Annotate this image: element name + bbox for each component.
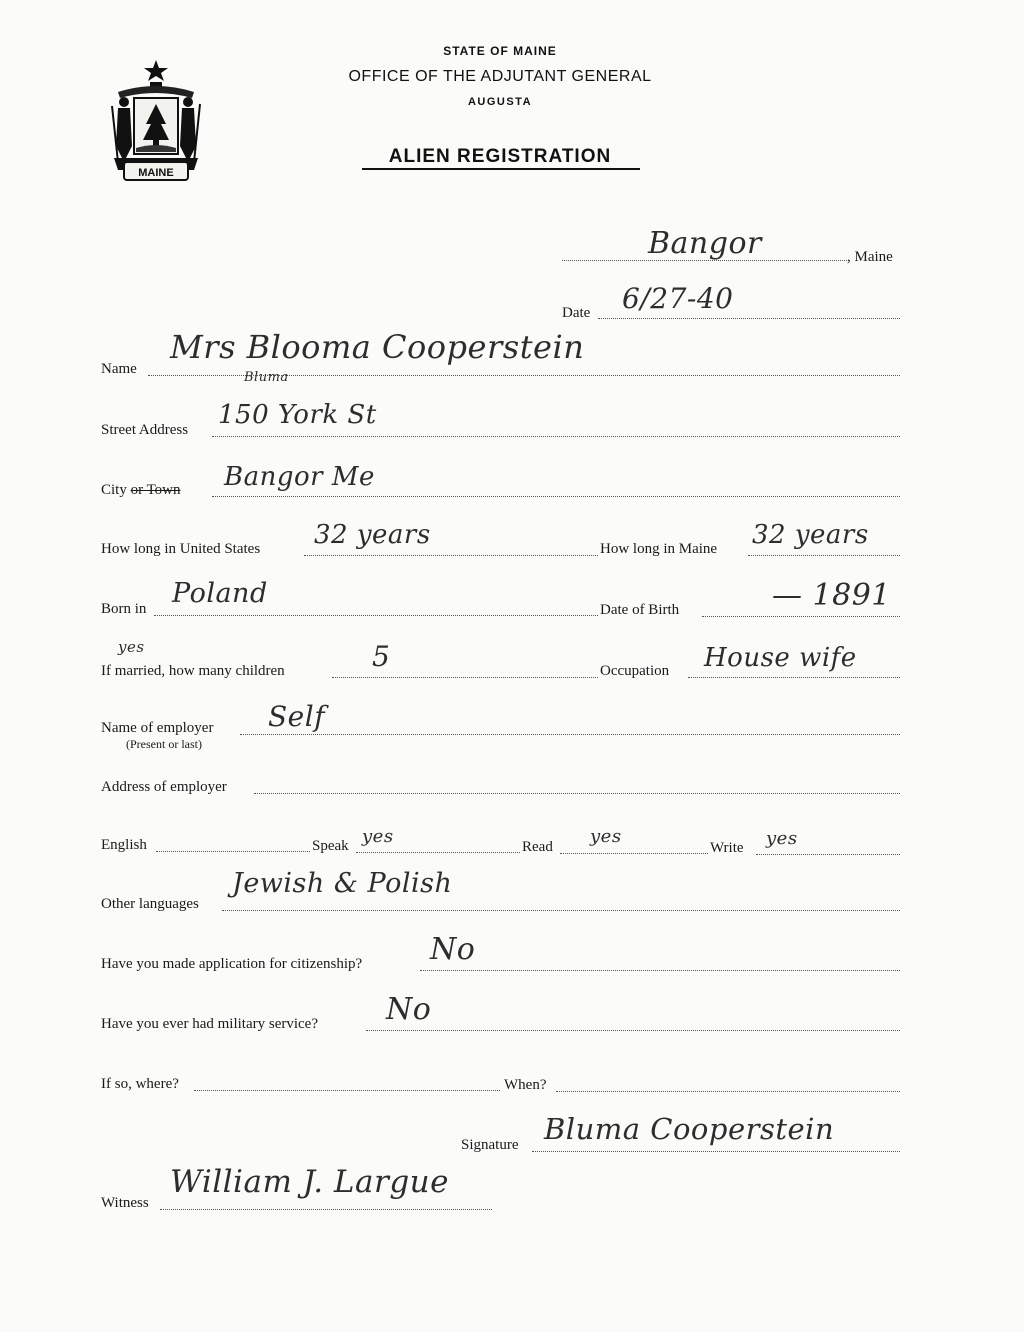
office-heading: OFFICE OF THE ADJUTANT GENERAL [348,68,652,85]
street-label: Street Address [101,422,189,438]
occupation-line [688,677,900,678]
occupation-label: Occupation [600,663,670,679]
city-label [101,482,181,499]
read-line [560,853,708,854]
city-value: Bangor Me [224,462,375,492]
city-label-struck: or Town [130,482,181,498]
when-label: When? [504,1077,547,1093]
english-line [156,851,310,852]
employer-name-sublabel: (Present or last) [126,737,202,751]
employer-address-label: Address of employer [101,779,227,795]
born-in-value: Poland [172,578,268,609]
name-value: Mrs Blooma Cooperstein [170,328,585,366]
military-value: No [386,992,432,1027]
witness-line [160,1209,492,1210]
military-line [366,1030,900,1031]
born-in-label: Born in [101,601,147,617]
speak-label: Speak [312,838,349,854]
witness-value: William J. Largue [170,1164,449,1200]
place-suffix: , Maine [847,249,893,265]
city-heading: AUGUSTA [467,96,533,108]
city-label-kept: City [101,482,131,498]
citizenship-label: Have you made application for citizenship? [101,956,363,972]
married-note: yes [118,638,145,656]
write-value: yes [766,828,798,849]
seal-text: MAINE [138,167,174,179]
signature-value: Bluma Cooperstein [544,1112,835,1146]
street-line [212,436,900,437]
date-value: 6/27-40 [622,282,734,315]
name-correction: Bluma [244,370,289,385]
city-line [212,496,900,497]
military-label: Have you ever had military service? [101,1016,318,1032]
english-label: English [101,837,147,853]
how-long-maine-line [748,555,900,556]
street-value: 150 York St [218,400,377,430]
other-languages-label: Other languages [101,896,199,912]
how-long-us-value: 32 years [314,520,431,550]
other-languages-line [222,910,900,911]
when-line [556,1091,900,1092]
title-underline [362,168,640,170]
date-label: Date [562,305,591,321]
form-title: ALIEN REGISTRATION [388,146,612,167]
write-line [756,854,900,855]
where-label: If so, where? [101,1076,179,1092]
witness-label: Witness [101,1195,149,1211]
read-value: yes [590,826,622,847]
employer-address-line [254,793,900,794]
date-of-birth-value: — 1891 [772,578,891,613]
date-line [598,318,900,319]
signature-line [532,1151,900,1152]
employer-name-label: Name of employer [101,720,214,736]
state-heading: STATE OF MAINE [443,44,557,58]
how-long-maine-value: 32 years [752,520,869,550]
occupation-value: House wife [704,643,857,673]
other-languages-value: Jewish & Polish [232,868,453,899]
where-line [194,1090,500,1091]
speak-line [356,852,520,853]
speak-value: yes [362,826,394,847]
children-line [332,677,598,678]
date-of-birth-line [702,616,900,617]
maine-state-seal [104,58,208,182]
read-label: Read [522,839,553,855]
how-long-us-line [304,555,598,556]
citizenship-line [420,970,900,971]
place-value: Bangor [648,226,762,261]
date-of-birth-label: Date of Birth [600,602,680,618]
employer-name-line [240,734,900,735]
how-long-maine-label: How long in Maine [600,541,718,557]
how-long-us-label: How long in United States [101,541,261,557]
employer-name-value: Self [268,700,326,733]
children-value: 5 [372,640,391,673]
signature-label: Signature [461,1137,519,1153]
born-in-line [154,615,598,616]
citizenship-value: No [430,932,476,967]
children-label: If married, how many children [101,663,285,679]
name-label: Name [101,361,137,377]
write-label: Write [710,840,744,856]
